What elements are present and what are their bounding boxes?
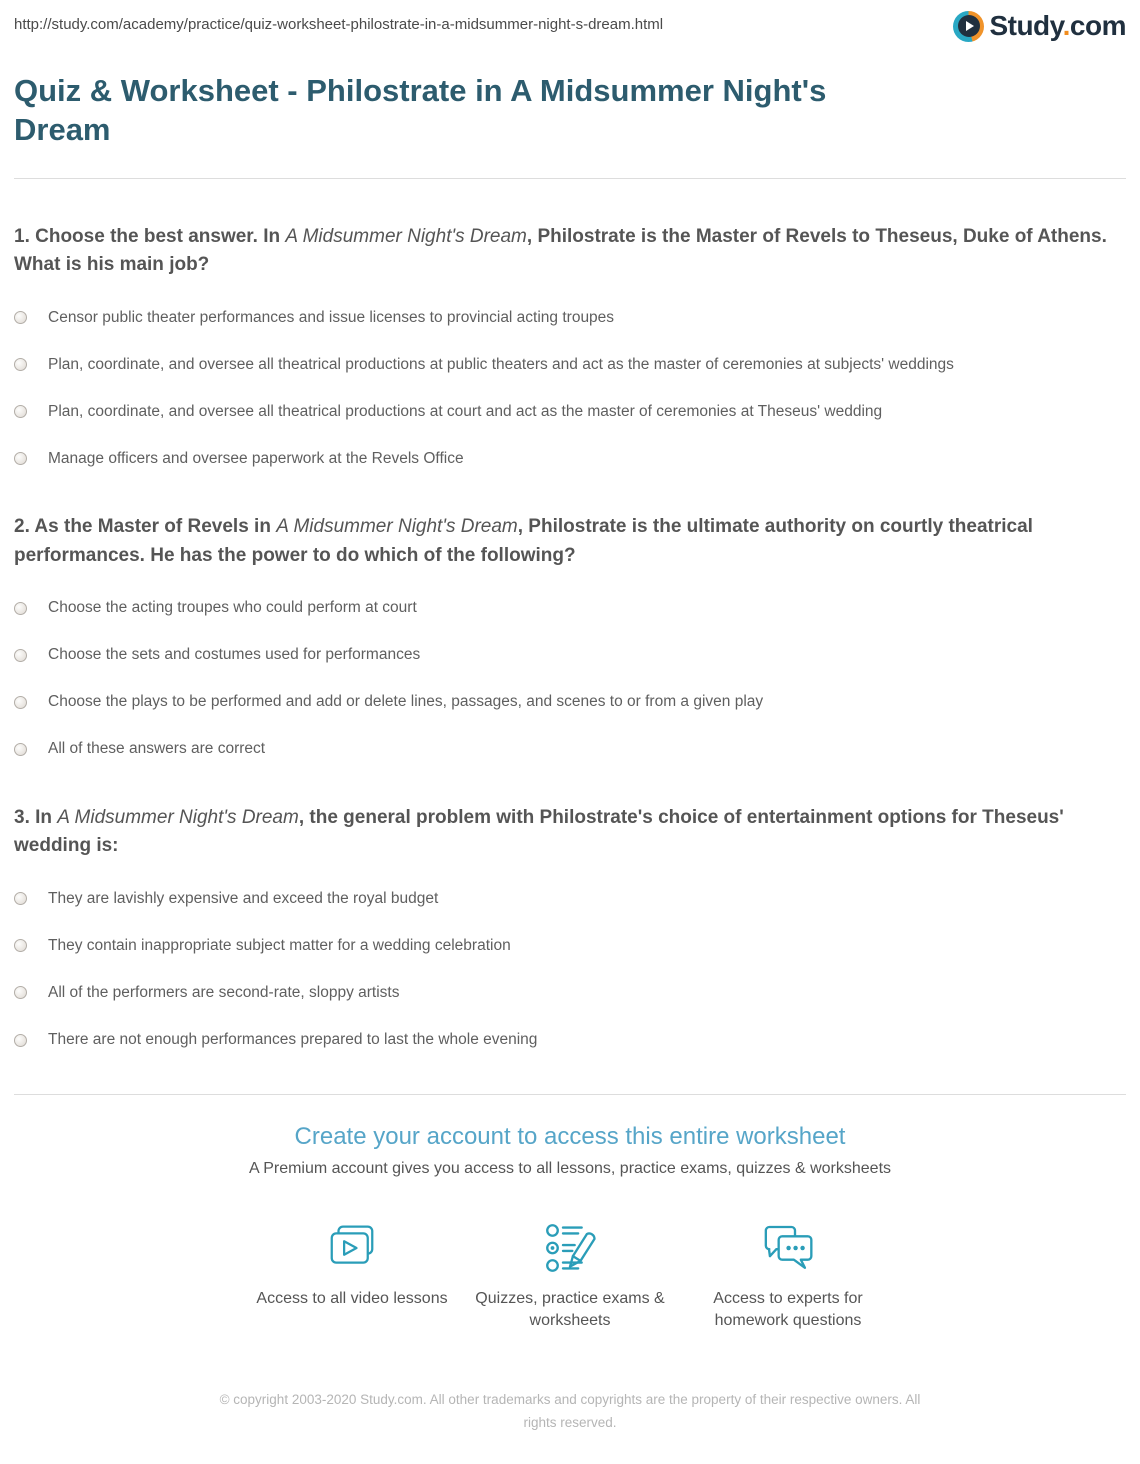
studycom-play-icon	[953, 11, 984, 42]
radio-button[interactable]	[14, 696, 27, 709]
answer-option[interactable]: They are lavishly expensive and exceed the royal budget	[14, 889, 1126, 909]
answer-option[interactable]: Choose the sets and costumes used for performances	[14, 645, 1126, 665]
answer-option[interactable]: All of the performers are second-rate, sloppy artists	[14, 983, 1126, 1003]
question-3-text: 3. In A Midsummer Night's Dream, the general problem with Philostrate's choice of entertainment options for Theseus' wedding is:	[14, 806, 1064, 857]
feature-experts	[679, 1220, 897, 1331]
radio-button[interactable]	[14, 311, 27, 324]
feature-caption: Access to experts for homework questions	[713, 1290, 863, 1329]
premium-features	[14, 1220, 1126, 1331]
radio-button[interactable]	[14, 892, 27, 905]
question-1-text: 1. Choose the best answer. In A Midsummer Night's Dream, Philostrate is the Master of Revels to Theseus, Duke of Athens. What is his main job?	[14, 225, 1107, 275]
quiz-pencil-icon	[461, 1220, 679, 1276]
cta-divider	[14, 1094, 1126, 1095]
answer-option[interactable]: Choose the plays to be performed and add or delete lines, passages, and scenes to or from a given play	[14, 692, 1126, 712]
feature-caption: Quizzes, practice exams & worksheets	[475, 1290, 665, 1329]
question-1	[14, 223, 1126, 470]
studycom-logo-text: Study.com	[989, 10, 1126, 41]
radio-button[interactable]	[14, 405, 27, 418]
studycom-logo[interactable]	[953, 10, 1126, 42]
radio-button[interactable]	[14, 358, 27, 371]
chat-experts-icon	[679, 1220, 897, 1276]
radio-button[interactable]	[14, 986, 27, 999]
answer-option[interactable]: Plan, coordinate, and oversee all theatrical productions at public theaters and act as the master of ceremonies at subjects' weddings	[14, 355, 1126, 375]
feature-quizzes	[461, 1220, 679, 1331]
radio-button[interactable]	[14, 602, 27, 615]
radio-button[interactable]	[14, 649, 27, 662]
title-divider	[14, 178, 1126, 179]
question-2	[14, 513, 1126, 760]
answer-option[interactable]: Censor public theater performances and issue licenses to provincial acting troupes	[14, 308, 1126, 328]
video-lessons-icon	[243, 1220, 461, 1276]
radio-button[interactable]	[14, 1034, 27, 1047]
answer-option[interactable]: They contain inappropriate subject matter for a wedding celebration	[14, 936, 1126, 956]
question-2-options	[14, 598, 1126, 760]
answer-option[interactable]: Plan, coordinate, and oversee all theatrical productions at court and act as the master of ceremonies at Theseus' wedding	[14, 402, 1126, 422]
feature-video-lessons	[243, 1220, 461, 1331]
question-3	[14, 804, 1126, 1051]
answer-option[interactable]: All of these answers are correct	[14, 739, 1126, 759]
feature-caption: Access to all video lessons	[256, 1290, 448, 1308]
create-account-section	[14, 1123, 1126, 1331]
cta-heading: Create your account to access this entire worksheet	[294, 1123, 846, 1151]
radio-button[interactable]	[14, 452, 27, 465]
copyright-notice: © copyright 2003-2020 Study.com. All other trademarks and copyrights are the property of their respective owners. All rights reserved.	[219, 1392, 921, 1430]
radio-button[interactable]	[14, 939, 27, 952]
print-header	[14, 0, 1126, 42]
question-1-options	[14, 308, 1126, 470]
answer-option[interactable]: Manage officers and oversee paperwork at the Revels Office	[14, 449, 1126, 469]
cta-subtext: A Premium account gives you access to all lessons, practice exams, quizzes & worksheets	[248, 1160, 892, 1178]
page-title: Quiz & Worksheet - Philostrate in A Midsummer Night's Dream	[14, 73, 827, 147]
question-2-text: 2. As the Master of Revels in A Midsummer Night's Dream, Philostrate is the ultimate authority on courtly theatrical performances. He has the power to do which of the following?	[14, 516, 1033, 566]
page-url: http://study.com/academy/practice/quiz-worksheet-philostrate-in-a-midsummer-night-s-dream.html	[14, 16, 664, 33]
radio-button[interactable]	[14, 743, 27, 756]
answer-option[interactable]: Choose the acting troupes who could perform at court	[14, 598, 1126, 618]
answer-option[interactable]: There are not enough performances prepared to last the whole evening	[14, 1030, 1126, 1050]
question-3-options	[14, 889, 1126, 1051]
